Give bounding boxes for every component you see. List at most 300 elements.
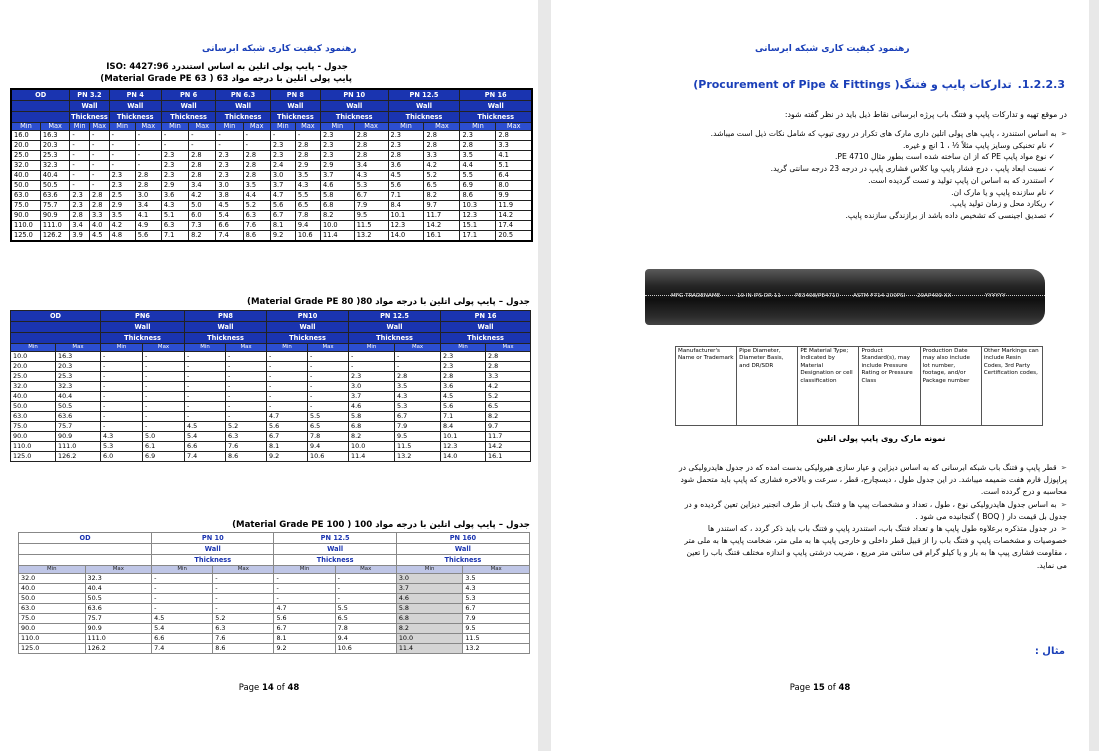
table-cell: 2.3 [109,171,135,181]
table-cell: - [308,392,349,402]
pe100-table [18,532,530,654]
table-cell: 10.1 [441,432,486,442]
table-cell: 2.8 [189,151,216,161]
table-cell: 63.0 [11,412,56,422]
table-cell: - [185,352,226,362]
table-cell: - [295,131,320,141]
table-cell: 2.8 [70,211,90,221]
pn-header: PN 8 [270,89,320,101]
table-cell: 3.3 [496,141,532,151]
table-cell: - [101,392,143,402]
table-row [11,442,531,452]
table-cell: 4.2 [189,191,216,201]
table-row [19,624,530,634]
pn-header: PN 16 [441,311,531,322]
pipe-mark-text: 10 IN IPS DR 11 [737,293,781,299]
table-cell: 6.8 [396,614,463,624]
table-row [19,584,530,594]
table-cell: 8.1 [267,442,308,452]
table-cell: - [143,362,185,372]
table-row [11,452,531,462]
table-row [19,594,530,604]
table-cell: 13.2 [395,452,441,462]
table-cell: 2.8 [243,161,270,171]
max-label: Max [496,123,532,131]
wall-label: Wall [101,322,185,333]
paragraph-line: جدول بل قیمت دار ( BOQ ) گنجانیده می شود . [915,511,1067,521]
table-row [11,362,531,372]
table-cell: 4.3 [463,584,530,594]
table-cell: 110.0 [11,221,40,231]
table-cell: - [143,382,185,392]
table-cell: 11.5 [395,442,441,452]
table-cell: 25.3 [40,151,69,161]
table-cell: 6.0 [101,452,143,462]
table-cell: 3.4 [189,181,216,191]
pn-header: PN 16 [460,89,532,101]
table-cell: - [101,352,143,362]
wall-label: Wall [460,101,532,112]
table-cell: 20.0 [11,141,40,151]
table-cell: 125.0 [11,452,56,462]
table-cell: 6.8 [320,201,354,211]
page-15 [551,0,1089,751]
figure-caption: نمونه مارک روی پایپ پولی اتلین [816,434,946,443]
max-label: Max [395,344,441,352]
table-cell: - [70,141,90,151]
min-label: Min [320,123,354,131]
section-heading [693,78,1065,91]
max-label: Max [135,123,161,131]
min-label: Min [349,344,395,352]
table-cell: - [335,594,396,604]
table-cell: - [349,352,395,362]
table-cell: 5.2 [486,392,531,402]
table-cell: 8.2 [424,191,460,201]
table-cell: 10.6 [295,231,320,242]
table-cell: 7.3 [189,221,216,231]
table-cell: 5.1 [161,211,188,221]
table-cell: 3.8 [216,191,243,201]
table-cell: 4.7 [274,604,335,614]
table-cell: 20.5 [496,231,532,242]
table-row [11,422,531,432]
min-label: Min [70,123,90,131]
table-cell: - [185,392,226,402]
table-cell: 11.4 [349,452,395,462]
max-label: Max [56,344,101,352]
thickness-label: Thickness [270,112,320,123]
table-cell: 10.0 [11,352,56,362]
table-cell: 2.9 [295,161,320,171]
table-cell: - [185,412,226,422]
thickness-label: Thickness [441,333,531,344]
max-label: Max [213,566,274,574]
table-cell: - [152,594,213,604]
table-cell: 2.8 [354,131,388,141]
table-cell: 4.5 [185,422,226,432]
table-cell: - [70,131,90,141]
table-cell: 6.7 [395,412,441,422]
table-cell: 8.2 [486,412,531,422]
table-cell: 3.5 [295,171,320,181]
pe63-table [10,88,533,242]
table-cell: - [213,584,274,594]
table-cell: 5.0 [189,201,216,211]
table-cell: 11.5 [463,634,530,644]
table-cell: 2.8 [496,131,532,141]
table-cell: - [101,362,143,372]
table-cell: 2.9 [320,161,354,171]
table-cell: 5.5 [295,191,320,201]
table-cell: 2.8 [89,201,109,211]
table-cell: 16.3 [40,131,69,141]
table-cell: 2.8 [135,171,161,181]
table-cell: 4.3 [395,392,441,402]
table-row [19,644,530,654]
table-cell: - [308,372,349,382]
legend-cell: Product Standard(s), may include Pressure Rating or Pressure Class [859,347,920,426]
table-cell: 6.5 [295,201,320,211]
table-cell: 7.4 [185,452,226,462]
min-label: Min [11,123,40,131]
table-cell: 2.3 [109,181,135,191]
od-header: OD [11,89,70,101]
table-cell: - [243,141,270,151]
table-cell: 7.9 [354,201,388,211]
table-cell: 2.8 [388,151,424,161]
wall-label: Wall [441,322,531,333]
table-cell: - [135,131,161,141]
table-cell: 16.0 [11,131,40,141]
table-cell: - [135,141,161,151]
table1-caption: جدول - پایپ پولی اتلین به اساس استندرد ISO: 4427:96 [106,62,348,72]
table-cell: 126.2 [85,644,152,654]
table-cell: 10.1 [388,211,424,221]
table-cell: 50.0 [11,181,40,191]
pn-header: PN 10 [152,533,274,544]
min-label: Min [270,123,295,131]
table-cell: 4.5 [152,614,213,624]
table-cell: - [308,362,349,372]
table-cell: - [395,362,441,372]
table-cell: 3.5 [460,151,496,161]
paragraph-line: پراپوزل فارم هفت ضمیمه میباشد. در این جدول طول ، دیسچارج، قطر ، سرعت و بالاخره فشاری که پایپ باید متحمل شود [680,475,1067,485]
wall-label: Wall [349,322,441,333]
pe80-table [10,310,531,462]
table-cell: 3.4 [135,201,161,211]
table-cell: 6.5 [424,181,460,191]
wall-label: Wall [274,544,396,555]
paragraph-line: ➢به اساس جدول هایدرولیکی نوع ، طول ، تعداد و مشخصات پیپ ها و فتنگ باب از طرف انجنیر دیزاین تعین گردیده و در [684,499,1067,509]
table-cell: 3.7 [270,181,295,191]
table-cell: 25.0 [11,372,56,382]
table-row [19,574,530,584]
paragraph-line: ➢قطر پایپ و فتنگ باب شبکه ابرسانی که به اساس دیزاین و عیار سازی هیرولیکی بدست امده که در جدول هایدرولیکی در [678,463,1067,472]
table-cell: 3.7 [396,584,463,594]
table-cell: 16.1 [486,452,531,462]
table-cell: 50.5 [40,181,69,191]
table-cell: - [349,362,395,372]
table-cell: 32.3 [40,161,69,171]
table-cell: 5.4 [185,432,226,442]
table-cell: 2.3 [349,372,395,382]
table-cell: - [70,181,90,191]
table-cell: 6.7 [267,432,308,442]
table-cell: 40.4 [40,171,69,181]
table-cell: 11.5 [354,221,388,231]
check-item: ✓ نام تخنیکی وسایز پایپ مثلاً ½ ، 1 انچ و غیره. [567,140,1067,152]
thickness-label: Thickness [396,555,529,566]
table-row [11,432,531,442]
thickness-label: Thickness [101,333,185,344]
table-cell: - [274,584,335,594]
section-number: 1.2.2.3. [1017,78,1065,91]
thickness-label: Thickness [109,112,161,123]
min-label: Min [267,344,308,352]
table-cell: 4.1 [496,151,532,161]
table-cell: - [308,402,349,412]
min-label: Min [274,566,335,574]
table-cell: 2.8 [354,141,388,151]
table-cell: - [101,382,143,392]
table-cell: 3.4 [70,221,90,231]
table1-subcaption: پایپ پولی اتلین با درجه مواد 63 ( Material Grade PE 63) [100,74,352,84]
thickness-label: Thickness [274,555,396,566]
legend-cell: Manufacturer's Name or Trademark [676,347,737,426]
table-cell: - [152,604,213,614]
od-header: OD [19,533,152,544]
thickness-label: Thickness [185,333,267,344]
table-cell: - [143,392,185,402]
table-cell: 6.7 [274,624,335,634]
thickness-label: Thickness [267,333,349,344]
table-cell: - [274,574,335,584]
max-label: Max [40,123,69,131]
table-cell: 20.0 [11,362,56,372]
wall-label: Wall [161,101,215,112]
table-cell: 3.5 [395,382,441,392]
pn-header: PN 6.3 [216,89,270,101]
min-label: Min [101,344,143,352]
table-cell: 2.3 [320,131,354,141]
table-cell: - [152,584,213,594]
table-cell: 2.3 [270,141,295,151]
table-cell: 4.2 [424,161,460,171]
table-cell: 20.3 [40,141,69,151]
table-cell: 2.3 [70,201,90,211]
table-cell: 5.6 [274,614,335,624]
table-cell: 6.4 [496,171,532,181]
table-cell: 10.0 [396,634,463,644]
table-cell: - [143,372,185,382]
table-cell: - [89,161,109,171]
table-cell: - [161,141,188,151]
table-cell: 2.8 [424,131,460,141]
table-cell: 14.0 [441,452,486,462]
pn-header: PN8 [185,311,267,322]
table-cell: 6.9 [460,181,496,191]
table-row [11,352,531,362]
table-cell: 2.8 [441,372,486,382]
table-cell: 4.0 [89,221,109,231]
table-cell: 5.3 [101,442,143,452]
min-label: Min [441,344,486,352]
table-cell: 32.0 [11,382,56,392]
table-cell: 10.3 [460,201,496,211]
table-cell: 7.1 [441,412,486,422]
table-cell: 3.3 [486,372,531,382]
table-cell: 10.6 [335,644,396,654]
table-cell: 3.6 [388,161,424,171]
table-cell: 6.5 [308,422,349,432]
table-cell: 4.5 [388,171,424,181]
table-cell: 8.0 [496,181,532,191]
table-cell: - [267,382,308,392]
min-label: Min [396,566,463,574]
table-cell: 8.6 [243,231,270,242]
table-cell: 7.1 [388,191,424,201]
table-cell: 3.0 [216,181,243,191]
table-cell: 2.8 [486,352,531,362]
paragraph-line: ، مقاومت فشاری پیپ ها به بار و یا کیلو گرام فی سانتی متر مربع ، ضریب درشتی پایپ و اندازه مختلف فتنگ باب را تعین [686,548,1067,558]
table-cell: - [70,151,90,161]
table-row [11,402,531,412]
table-cell: 50.0 [11,402,56,412]
table-cell: - [189,141,216,151]
table-cell: - [267,362,308,372]
table-cell: - [109,131,135,141]
table-cell: 7.9 [463,614,530,624]
section-title-en: ( Procurement of Pipe & Fittings) [693,78,900,91]
min-label: Min [19,566,86,574]
table-cell: - [216,131,243,141]
max-label: Max [243,123,270,131]
pipe-mark-text: ASTM F714 200PSI [853,293,906,299]
table-cell: 2.3 [320,151,354,161]
table-cell: 125.0 [19,644,86,654]
table-cell: 2.8 [243,171,270,181]
table-cell: 126.2 [40,231,69,242]
table-cell: - [226,382,267,392]
table-cell: 7.6 [226,442,267,452]
table-cell: 2.8 [395,372,441,382]
table-cell: 2.3 [320,141,354,151]
table-cell: - [226,362,267,372]
table-cell: 4.6 [349,402,395,412]
table-cell: - [185,362,226,372]
table-cell: 9.4 [295,221,320,231]
table-cell: 5.5 [460,171,496,181]
table-cell: - [101,412,143,422]
pn-header: PN6 [101,311,185,322]
table-cell: - [89,141,109,151]
page-14 [0,0,538,751]
table-cell: 13.2 [463,644,530,654]
table-cell: 5.6 [135,231,161,242]
table-cell: 8.2 [189,231,216,242]
max-label: Max [463,566,530,574]
table-cell: 75.0 [11,201,40,211]
pn-header: PN10 [267,311,349,322]
table-cell: 3.7 [349,392,395,402]
table-cell: - [185,382,226,392]
check-item: ✓ ریکارد محل و زمان تولید پایپ. [567,198,1067,210]
table-cell: - [267,352,308,362]
table-cell: 5.4 [152,624,213,634]
table-cell: 4.4 [243,191,270,201]
wall-label: Wall [396,544,529,555]
pipe-mark-text: MFG TRADENAME [671,293,721,299]
table-cell: 2.3 [216,151,243,161]
table-cell: - [70,161,90,171]
max-label: Max [424,123,460,131]
table-cell: 6.6 [185,442,226,452]
table-cell: 14.0 [388,231,424,242]
max-label: Max [189,123,216,131]
max-label: Max [295,123,320,131]
thickness-label: Thickness [349,333,441,344]
check-item: ✓ نوع مواد پایپ PE که از ان ساخته شده است بطور مثال PE 4710. [567,151,1067,163]
table-cell: 3.0 [135,191,161,201]
table-cell: 6.7 [354,191,388,201]
table-cell: 2.3 [388,141,424,151]
table-cell: 32.3 [85,574,152,584]
table-cell: - [274,594,335,604]
table-cell: 126.2 [56,452,101,462]
table-cell: 16.1 [424,231,460,242]
table-cell: - [335,574,396,584]
intro-text: در موقع تهیه و تدارکات پایپ و فتنگ باب پرژه ابرسانی نقاط ذیل باید در نظر گفته شود: [784,110,1067,119]
table-row [19,604,530,614]
table-cell: - [226,372,267,382]
table-cell: 8.1 [270,221,295,231]
table-cell: - [161,131,188,141]
table-cell: 9.7 [424,201,460,211]
max-label: Max [85,566,152,574]
table-cell: 5.8 [320,191,354,201]
pn-header: PN 12.5 [274,533,396,544]
table-cell: 13.2 [354,231,388,242]
check-item: ✓ نام سازنده پایپ و یا مارک ان. [567,187,1067,199]
table-cell: 3.3 [424,151,460,161]
table-cell: - [226,352,267,362]
table-cell: 32.0 [11,161,40,171]
thickness-label: Thickness [388,112,460,123]
table-cell: - [101,372,143,382]
table-cell: 9.2 [267,452,308,462]
table-cell: 10.0 [349,442,395,452]
table-cell: 2.8 [189,161,216,171]
table-cell: 10.0 [320,221,354,231]
table-cell: 5.4 [216,211,243,221]
table-cell: 7.9 [395,422,441,432]
table-cell: 50.5 [85,594,152,604]
table-cell: - [143,412,185,422]
table-cell: 2.3 [161,171,188,181]
table-cell: 2.9 [109,201,135,211]
table-cell: 4.3 [161,201,188,211]
table-cell: 3.9 [70,231,90,242]
table-cell: 8.2 [320,211,354,221]
table-cell: - [189,131,216,141]
min-label: Min [109,123,135,131]
min-label: Min [161,123,188,131]
table-cell: 3.0 [396,574,463,584]
table-cell: 6.6 [152,634,213,644]
paragraph-line: می نماید. [1036,560,1067,570]
table-cell: 50.0 [19,594,86,604]
